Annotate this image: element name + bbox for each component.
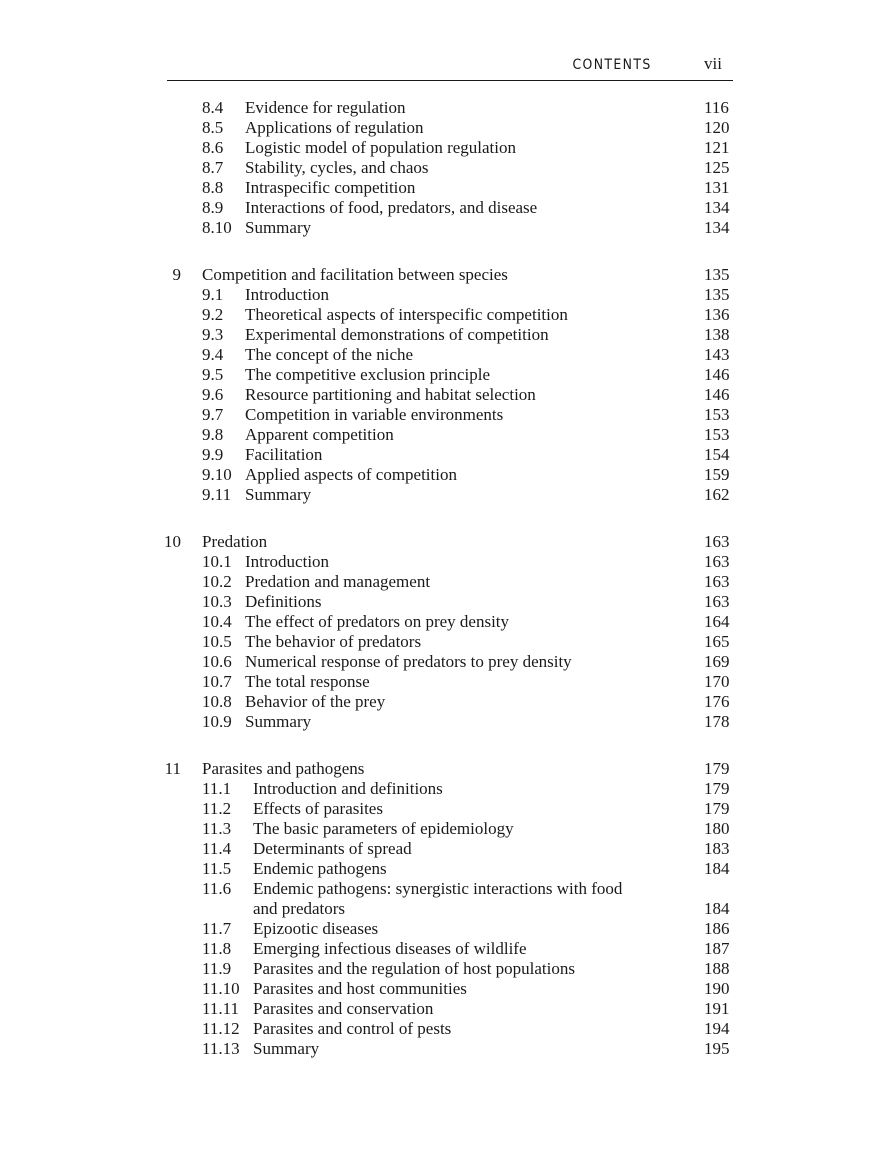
entry-page-number: 184 xyxy=(704,859,730,878)
entry-page-number: 135 xyxy=(704,265,730,284)
chapter-group xyxy=(0,759,893,1059)
entry-page-number: 176 xyxy=(704,692,730,711)
entry-number: 11.8 xyxy=(202,939,232,958)
entry-number: 9.3 xyxy=(202,325,224,344)
section-entry[interactable] xyxy=(0,1039,893,1059)
entry-title: Experimental demonstrations of competition xyxy=(245,325,549,344)
entry-page-number: 187 xyxy=(704,939,730,958)
section-entry[interactable] xyxy=(0,552,893,572)
entry-page-number: 179 xyxy=(704,779,730,798)
entry-page-number: 143 xyxy=(704,345,730,364)
entry-page-number: 162 xyxy=(704,485,730,504)
chapter-entry[interactable] xyxy=(0,265,893,285)
entry-page-number: 184 xyxy=(704,899,730,918)
entry-number: 10.3 xyxy=(202,592,232,611)
section-entry[interactable] xyxy=(0,178,893,198)
entry-page-number: 135 xyxy=(704,285,730,304)
entry-title: The behavior of predators xyxy=(245,632,422,651)
entry-page-number: 125 xyxy=(704,158,730,177)
entry-number: 8.8 xyxy=(202,178,224,197)
entry-number: 9.5 xyxy=(202,365,224,384)
chapter-group xyxy=(0,265,893,505)
entry-number: 9.11 xyxy=(202,485,232,504)
entry-number: 11.11 xyxy=(202,999,239,1018)
entry-title: The effect of predators on prey density xyxy=(245,612,510,631)
entry-number: 11.2 xyxy=(202,799,232,818)
entry-title: Summary xyxy=(245,712,312,731)
entry-page-number: 195 xyxy=(704,1039,730,1058)
entry-title: The concept of the niche xyxy=(245,345,414,364)
entry-page-number: 170 xyxy=(704,672,730,691)
entry-number: 9.4 xyxy=(202,345,224,364)
section-entry[interactable] xyxy=(0,612,893,632)
section-entry[interactable] xyxy=(0,939,893,959)
section-entry[interactable] xyxy=(0,592,893,612)
entry-title: Effects of parasites xyxy=(253,799,383,818)
entry-number: 10.8 xyxy=(202,692,232,711)
running-head xyxy=(167,54,732,78)
entry-title: Predation xyxy=(202,532,268,551)
entry-number: 10.5 xyxy=(202,632,232,651)
entry-page-number: 146 xyxy=(704,365,730,384)
entry-page-number: 131 xyxy=(704,178,730,197)
section-entry[interactable] xyxy=(0,325,893,345)
entry-page-number: 180 xyxy=(704,819,730,838)
entry-title: Parasites and host communities xyxy=(253,979,467,998)
entry-number: 8.5 xyxy=(202,118,224,137)
entry-page-number: 134 xyxy=(704,218,730,237)
entry-page-number: 153 xyxy=(704,425,730,444)
entry-number: 10.2 xyxy=(202,572,232,591)
entry-page-number: 188 xyxy=(704,959,730,978)
section-entry[interactable] xyxy=(0,465,893,485)
section-entry-continuation[interactable] xyxy=(0,899,893,919)
entry-page-number: 136 xyxy=(704,305,730,324)
entry-number: 9.9 xyxy=(202,445,224,464)
entry-title: Theoretical aspects of interspecific competition xyxy=(245,305,568,324)
entry-number: 9.2 xyxy=(202,305,224,324)
entry-title: Competition and facilitation between species xyxy=(202,265,508,284)
entry-number: 11.12 xyxy=(202,1019,240,1038)
chapter-entry[interactable] xyxy=(0,532,893,552)
entry-title: Evidence for regulation xyxy=(245,98,406,117)
entry-title: Parasites and the regulation of host populations xyxy=(253,959,575,978)
entry-number: 8.4 xyxy=(202,98,224,117)
section-entry[interactable] xyxy=(0,999,893,1019)
entry-number: 10 xyxy=(164,532,181,551)
entry-page-number: 163 xyxy=(704,532,730,551)
entry-number: 11 xyxy=(164,759,181,778)
section-entry[interactable] xyxy=(0,138,893,158)
entry-number: 9.1 xyxy=(202,285,224,304)
entry-title: The basic parameters of epidemiology xyxy=(253,819,514,838)
entry-page-number: 138 xyxy=(704,325,730,344)
header-rule xyxy=(167,80,733,81)
entry-title: The competitive exclusion principle xyxy=(245,365,491,384)
section-entry[interactable] xyxy=(0,445,893,465)
entry-page-number: 121 xyxy=(704,138,730,157)
entry-title: Determinants of spread xyxy=(253,839,412,858)
section-entry[interactable] xyxy=(0,779,893,799)
section-entry[interactable] xyxy=(0,485,893,505)
entry-title: Introduction xyxy=(245,285,330,304)
page-folio: vii xyxy=(704,54,722,73)
entry-number: 11.10 xyxy=(202,979,240,998)
section-entry[interactable] xyxy=(0,712,893,732)
entry-page-number: 163 xyxy=(704,572,730,591)
entry-number: 11.13 xyxy=(202,1039,240,1058)
section-entry[interactable] xyxy=(0,572,893,592)
running-head-title: CONTENTS xyxy=(572,57,652,73)
entry-page-number: 194 xyxy=(704,1019,730,1038)
entry-page-number: 134 xyxy=(704,198,730,217)
entry-number: 9 xyxy=(172,265,181,284)
entry-title: Introduction xyxy=(245,552,330,571)
entry-page-number: 186 xyxy=(704,919,730,938)
entry-title: Summary xyxy=(245,218,312,237)
entry-page-number: 169 xyxy=(704,652,730,671)
section-entry[interactable] xyxy=(0,405,893,425)
section-entry[interactable] xyxy=(0,365,893,385)
section-entry[interactable] xyxy=(0,425,893,445)
entry-page-number: 159 xyxy=(704,465,730,484)
entry-title: Predation and management xyxy=(245,572,431,591)
entry-title: Resource partitioning and habitat selection xyxy=(245,385,536,404)
entry-title: Parasites and pathogens xyxy=(202,759,365,778)
entry-title: The total response xyxy=(245,672,370,691)
entry-title: Endemic pathogens xyxy=(253,859,387,878)
entry-number: 10.6 xyxy=(202,652,232,671)
entry-title: Endemic pathogens: synergistic interactions with food xyxy=(253,879,623,898)
section-entry[interactable] xyxy=(0,652,893,672)
entry-page-number: 179 xyxy=(704,799,730,818)
entry-title: Introduction and definitions xyxy=(253,779,443,798)
section-entry[interactable] xyxy=(0,98,893,118)
entry-number: 8.7 xyxy=(202,158,224,177)
entry-number: 11.1 xyxy=(202,779,232,798)
chapter-group xyxy=(0,532,893,732)
section-entry[interactable] xyxy=(0,285,893,305)
entry-title: Epizootic diseases xyxy=(253,919,379,938)
section-entry[interactable] xyxy=(0,198,893,218)
chapter-group xyxy=(0,98,893,238)
entry-title: Apparent competition xyxy=(245,425,394,444)
chapter-entry[interactable] xyxy=(0,759,893,779)
entry-title: Numerical response of predators to prey density xyxy=(245,652,572,671)
section-entry[interactable] xyxy=(0,672,893,692)
section-entry[interactable] xyxy=(0,879,893,899)
entry-title: Summary xyxy=(253,1039,320,1058)
section-entry[interactable] xyxy=(0,959,893,979)
entry-page-number: 120 xyxy=(704,118,730,137)
entry-page-number: 179 xyxy=(704,759,730,778)
entry-page-number: 163 xyxy=(704,592,730,611)
entry-number: 10.7 xyxy=(202,672,232,691)
section-entry[interactable] xyxy=(0,632,893,652)
entry-title: Definitions xyxy=(245,592,322,611)
section-entry[interactable] xyxy=(0,859,893,879)
section-entry[interactable] xyxy=(0,839,893,859)
entry-number: 9.6 xyxy=(202,385,224,404)
entry-number: 8.6 xyxy=(202,138,224,157)
entry-number: 11.9 xyxy=(202,959,232,978)
entry-title: Parasites and control of pests xyxy=(253,1019,452,1038)
entry-title: Parasites and conservation xyxy=(253,999,434,1018)
entry-page-number: 183 xyxy=(704,839,730,858)
section-entry[interactable] xyxy=(0,385,893,405)
entry-number: 11.7 xyxy=(202,919,232,938)
entry-number: 9.7 xyxy=(202,405,224,424)
section-entry[interactable] xyxy=(0,218,893,238)
section-entry[interactable] xyxy=(0,819,893,839)
section-entry[interactable] xyxy=(0,345,893,365)
section-entry[interactable] xyxy=(0,305,893,325)
section-entry[interactable] xyxy=(0,919,893,939)
entry-page-number: 178 xyxy=(704,712,730,731)
entry-number: 9.8 xyxy=(202,425,224,444)
entry-title: Summary xyxy=(245,485,312,504)
entry-title: Applications of regulation xyxy=(245,118,424,137)
section-entry[interactable] xyxy=(0,158,893,178)
entry-page-number: 146 xyxy=(704,385,730,404)
entry-title: Stability, cycles, and chaos xyxy=(245,158,429,177)
entry-title: Intraspecific competition xyxy=(245,178,416,197)
entry-page-number: 116 xyxy=(704,98,729,117)
section-entry[interactable] xyxy=(0,1019,893,1039)
entry-title: and predators xyxy=(253,899,346,918)
section-entry[interactable] xyxy=(0,692,893,712)
entry-number: 10.1 xyxy=(202,552,232,571)
entry-title: Applied aspects of competition xyxy=(245,465,457,484)
section-entry[interactable] xyxy=(0,979,893,999)
entry-number: 11.5 xyxy=(202,859,232,878)
entry-number: 10.9 xyxy=(202,712,232,731)
entry-page-number: 163 xyxy=(704,552,730,571)
entry-number: 11.4 xyxy=(202,839,232,858)
entry-page-number: 153 xyxy=(704,405,730,424)
section-entry[interactable] xyxy=(0,799,893,819)
entry-title: Behavior of the prey xyxy=(245,692,386,711)
section-entry[interactable] xyxy=(0,118,893,138)
entry-title: Logistic model of population regulation xyxy=(245,138,517,157)
table-of-contents xyxy=(0,98,893,1059)
entry-title: Facilitation xyxy=(245,445,323,464)
entry-page-number: 191 xyxy=(704,999,730,1018)
entry-page-number: 165 xyxy=(704,632,730,651)
entry-page-number: 164 xyxy=(704,612,730,631)
entry-title: Competition in variable environments xyxy=(245,405,504,424)
entry-number: 11.6 xyxy=(202,879,232,898)
entry-page-number: 190 xyxy=(704,979,730,998)
entry-page-number: 154 xyxy=(704,445,730,464)
entry-number: 8.9 xyxy=(202,198,224,217)
entry-title: Emerging infectious diseases of wildlife xyxy=(253,939,527,958)
entry-number: 11.3 xyxy=(202,819,232,838)
entry-number: 8.10 xyxy=(202,218,232,237)
entry-number: 9.10 xyxy=(202,465,232,484)
entry-number: 10.4 xyxy=(202,612,232,631)
entry-title: Interactions of food, predators, and disease xyxy=(245,198,538,217)
